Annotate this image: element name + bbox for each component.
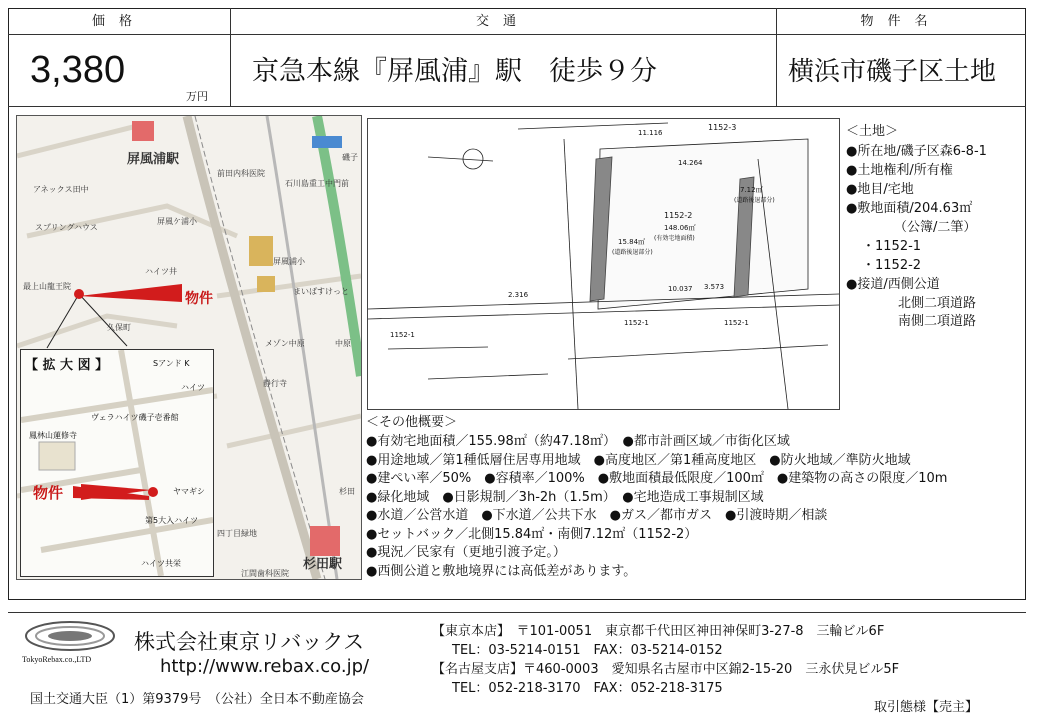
map-label: ヴェラハイツ磯子壱番館 (91, 413, 179, 422)
land-road-south: 南側二項道路 (898, 314, 977, 329)
survey-lines (368, 119, 839, 409)
map-label: メゾン中原 (265, 339, 305, 348)
map-label: ハイツ (181, 383, 205, 392)
land-road-west: ●接道/西側公道 (846, 277, 940, 292)
map-label: ヤマギシ (173, 487, 205, 496)
head-office-tel: TEL：03-5214-0151 FAX：03-5214-0152 (452, 643, 723, 658)
survey-lot-right: 1152-1 (624, 319, 649, 327)
overview-line: ●西側公道と敷地境界には高低差があります。 (366, 564, 637, 579)
overview-line: ●有効宅地面積／155.98㎡（約47.18㎡） ●都市計画区域／市街化区域 (366, 434, 790, 449)
overview-line: ●緑化地域 ●日影規制／3h-2h（1.5m） ●宅地造成工事規制区域 (366, 490, 764, 505)
survey-dim: 2.316 (508, 291, 529, 299)
transport-text: 京急本線『屏風浦』駅 徒歩９分 (252, 56, 657, 87)
price-value: 3,380 (30, 49, 126, 91)
map-target-label: 物件 (185, 291, 213, 307)
station-byobugaura: 屏風浦駅 (127, 152, 180, 167)
transport-header: 交通 (475, 14, 530, 29)
survey-area-main: 148.06㎡ (664, 224, 696, 232)
overview-line: ●建ぺい率／50% ●容積率／100% ●敷地面積最低限度／100㎡ ●建築物の高さの限度／10m (366, 471, 948, 486)
survey-lot-left: 1152-1 (390, 331, 415, 339)
survey-drawing (367, 118, 840, 410)
map-label: 磯子 (342, 153, 358, 162)
survey-lot-top: 1152-3 (708, 123, 737, 132)
map-label: スプリングハウス (35, 223, 98, 232)
map-label: ハイツ井 (145, 267, 177, 276)
map-label: ハイツ共栄 (141, 559, 181, 568)
survey-dim: 3.573 (704, 283, 725, 291)
map-label: 最上山龍王院 (23, 282, 71, 291)
map-label: アネックス田中 (33, 185, 89, 194)
land-lot2: ・1152-2 (862, 258, 922, 273)
header-divider (8, 34, 1026, 35)
land-area-note: （公簿/二筆） (894, 220, 977, 235)
map-label: 杉田 (339, 487, 355, 496)
survey-lot-main: 1152-2 (664, 211, 693, 220)
nagoya-address: 【名古屋支店】〒460-0003 愛知県名古屋市中区錦2-15-20 三永伏見ビル5F (432, 662, 900, 677)
station-sugita: 杉田駅 (303, 557, 343, 572)
survey-dim: 11.116 (638, 129, 663, 137)
inset-target-label: 物件 (33, 484, 64, 502)
map-label: 屏風ケ浦小 (157, 217, 197, 226)
top-info-divider (8, 106, 1026, 107)
land-category: ●地目/宅地 (846, 182, 914, 197)
property-name: 横浜市磯子区土地 (788, 57, 997, 87)
map-label: 久保町 (107, 323, 131, 332)
overview-line: ●セットバック／北側15.84㎡・南側7.12㎡（1152-2） (366, 527, 698, 542)
property-header: 物件名 (860, 14, 942, 29)
company-name: 株式会社東京リバックス (134, 630, 365, 654)
survey-lot-right2: 1152-1 (724, 319, 749, 327)
survey-area-main-note: (有効宅地面積) (654, 235, 695, 242)
map-label: 四丁目緑地 (217, 529, 257, 538)
survey-dim: 14.264 (678, 159, 703, 167)
land-area: ●敷地面積/204.63㎡ (846, 201, 973, 216)
survey-area-right: 7.12㎡ (740, 186, 763, 194)
company-license: 国土交通大臣（1）第9379号 （公社）全日本不動産協会 (30, 692, 364, 707)
land-location: ●所在地/磯子区森6-8-1 (846, 144, 987, 159)
price-unit: 万円 (186, 90, 208, 103)
company-logo-text: TokyoRebax.co.,LTD (22, 655, 92, 664)
footer-top-line (8, 612, 1026, 613)
land-road-north: 北側二項道路 (898, 296, 977, 311)
overview-line: ●現況／民家有（更地引渡予定。） (366, 545, 566, 560)
deal-type: 取引態様【売主】 (874, 700, 979, 715)
map-label: 中原 (335, 339, 351, 348)
survey-area-right-note: (道路後退部分) (734, 197, 775, 204)
survey-dim: 10.037 (668, 285, 693, 293)
overview-line: ●用途地域／第1種低層住居専用地域 ●高度地区／第1種高度地区 ●防火地域／準防火地域 (366, 453, 911, 468)
land-heading: ＜土地＞ (846, 124, 899, 139)
map-label: Sアンド K (153, 359, 190, 368)
head-office-address: 【東京本店】 〒101-0051 東京都千代田区神田神保町3-27-8 三輪ビル6F (432, 624, 885, 639)
overview-heading: ＜その他概要＞ (366, 415, 458, 430)
land-lot1: ・1152-1 (862, 239, 922, 254)
map-label: 第5大入ハイツ (145, 516, 199, 525)
nagoya-tel: TEL：052-218-3170 FAX：052-218-3175 (452, 681, 723, 696)
price-header: 価格 (91, 14, 146, 29)
survey-area-left: 15.84㎡ (618, 238, 646, 246)
map-label: 屏風浦小 (273, 257, 305, 266)
land-rights: ●土地権利/所有権 (846, 163, 953, 178)
inset-title: 【 拡 大 図 】 (25, 358, 109, 373)
map-label: 石川島重工中門前 (285, 179, 349, 188)
map-label: 静行寺 (263, 379, 287, 388)
company-url[interactable]: http://www.rebax.co.jp/ (160, 656, 370, 677)
company-logo-icon (22, 618, 118, 654)
map-label: 鳳林山蓮修寺 (29, 431, 77, 440)
enlarged-map (20, 349, 214, 577)
map-label: まいばすけっと (293, 287, 349, 296)
map-label: 前田内科医院 (217, 169, 265, 178)
overview-line: ●水道／公営水道 ●下水道／公共下水 ●ガス／都市ガス ●引渡時期／相談 (366, 508, 828, 523)
survey-area-left-note: (道路後退部分) (612, 249, 653, 256)
map-label: 江間歯科医院 (241, 569, 289, 578)
